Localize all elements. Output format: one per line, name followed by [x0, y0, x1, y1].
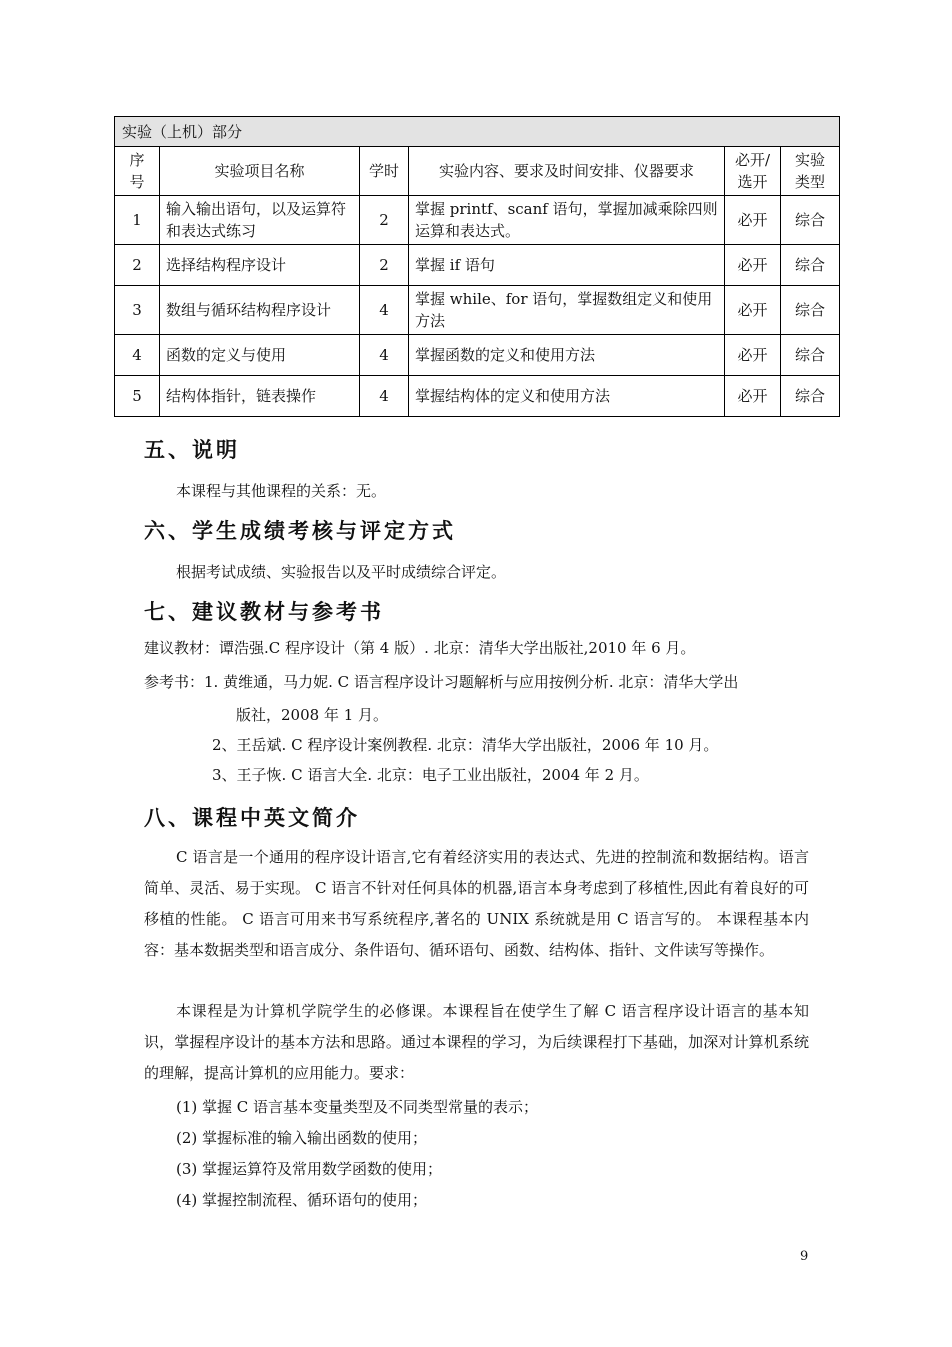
row-required: 必开	[725, 335, 781, 376]
row-content: 掌握 if 语句	[409, 245, 725, 286]
reference-3: 3、王子恢. C 语言大全. 北京：电子工业出版社，2004 年 2 月。	[212, 766, 649, 784]
row-seq: 4	[115, 335, 160, 376]
row-seq: 5	[115, 376, 160, 417]
intro-paragraph-1: C 语言是一个通用的程序设计语言,它有着经济实用的表达式、先进的控制流和数据结构。语言简单、灵活、易于实现。 C 语言不针对任何具体的机器,语言本身考虑到了移植性,因此有着良好的可移植的性能。 C 语言可用来书写系统程序,著名的 UNIX 系统就是用 C 语言写的。 本课程基本内容：基本数据类型和语言成分、条件语句、循环语句、函数、结构体、指针、文件读写等操作。	[144, 848, 809, 959]
reference-1-line-1: 参考书：1. 黄维通，马力妮. C 语言程序设计习题解析与应用按例分析. 北京：清华大学出	[144, 673, 739, 691]
row-type: 综合	[781, 286, 840, 335]
section-8-heading: 八、课程中英文简介	[144, 805, 360, 830]
row-name: 选择结构程序设计	[160, 245, 360, 286]
table-row	[115, 376, 840, 417]
section-6-text: 根据考试成绩、实验报告以及平时成绩综合评定。	[176, 563, 507, 581]
row-name: 输入输出语句，以及运算符和表达式练习	[160, 196, 360, 245]
reference-1-line-2: 版社，2008 年 1 月。	[236, 706, 389, 724]
table-row	[115, 245, 840, 286]
section-5-text: 本课程与其他课程的关系：无。	[176, 482, 387, 500]
row-seq: 3	[115, 286, 160, 335]
textbook-line: 建议教材：谭浩强.C 程序设计（第 4 版）. 北京：清华大学出版社,2010 年 6 月。	[144, 639, 696, 657]
row-required: 必开	[725, 286, 781, 335]
table-row	[115, 196, 840, 245]
row-name: 结构体指针，链表操作	[160, 376, 360, 417]
row-name: 数组与循环结构程序设计	[160, 286, 360, 335]
section-6-heading: 六、学生成绩考核与评定方式	[144, 518, 456, 543]
row-hours: 2	[360, 245, 409, 286]
row-content: 掌握结构体的定义和使用方法	[409, 376, 725, 417]
row-hours: 4	[360, 286, 409, 335]
row-type: 综合	[781, 376, 840, 417]
requirement-item: (4) 掌握控制流程、循环语句的使用；	[176, 1191, 428, 1209]
requirement-item: (2) 掌握标准的输入输出函数的使用；	[176, 1129, 428, 1147]
row-hours: 4	[360, 335, 409, 376]
row-type: 综合	[781, 196, 840, 245]
row-required: 必开	[725, 376, 781, 417]
row-required: 必开	[725, 245, 781, 286]
row-required: 必开	[725, 196, 781, 245]
page-number: 9	[800, 1249, 809, 1264]
requirement-item: (1) 掌握 C 语言基本变量类型及不同类型常量的表示；	[176, 1098, 539, 1116]
section-5-heading: 五、说明	[144, 437, 240, 462]
header-name: 实验项目名称	[160, 147, 360, 196]
row-content: 掌握 while、for 语句，掌握数组定义和使用方法	[409, 286, 725, 335]
table-row	[115, 335, 840, 376]
row-hours: 2	[360, 196, 409, 245]
section-7-heading: 七、建议教材与参考书	[144, 599, 384, 624]
table-row	[115, 286, 840, 335]
row-content: 掌握函数的定义和使用方法	[409, 335, 725, 376]
header-type: 实验 类型	[781, 147, 840, 196]
row-name: 函数的定义与使用	[160, 335, 360, 376]
row-content: 掌握 printf、scanf 语句，掌握加减乘除四则运算和表达式。	[409, 196, 725, 245]
header-hours: 学时	[360, 147, 409, 196]
header-content: 实验内容、要求及时间安排、仪器要求	[409, 147, 725, 196]
requirement-item: (3) 掌握运算符及常用数学函数的使用；	[176, 1160, 443, 1178]
table-header-row	[115, 147, 840, 196]
row-seq: 2	[115, 245, 160, 286]
table-caption: 实验（上机）部分	[115, 117, 840, 147]
row-type: 综合	[781, 245, 840, 286]
reference-2: 2、王岳斌. C 程序设计案例教程. 北京：清华大学出版社，2006 年 10 月。	[212, 736, 719, 754]
row-hours: 4	[360, 376, 409, 417]
header-seq: 序 号	[115, 147, 160, 196]
row-type: 综合	[781, 335, 840, 376]
row-seq: 1	[115, 196, 160, 245]
intro-paragraph-2: 本课程是为计算机学院学生的必修课。本课程旨在使学生了解 C 语言程序设计语言的基本知识，掌握程序设计的基本方法和思路。通过本课程的学习，为后续课程打下基础，加深对计算机系统的理解，提高计算机的应用能力。要求：	[144, 1002, 809, 1082]
lab-table	[114, 116, 840, 417]
header-required: 必开/ 选开	[725, 147, 781, 196]
